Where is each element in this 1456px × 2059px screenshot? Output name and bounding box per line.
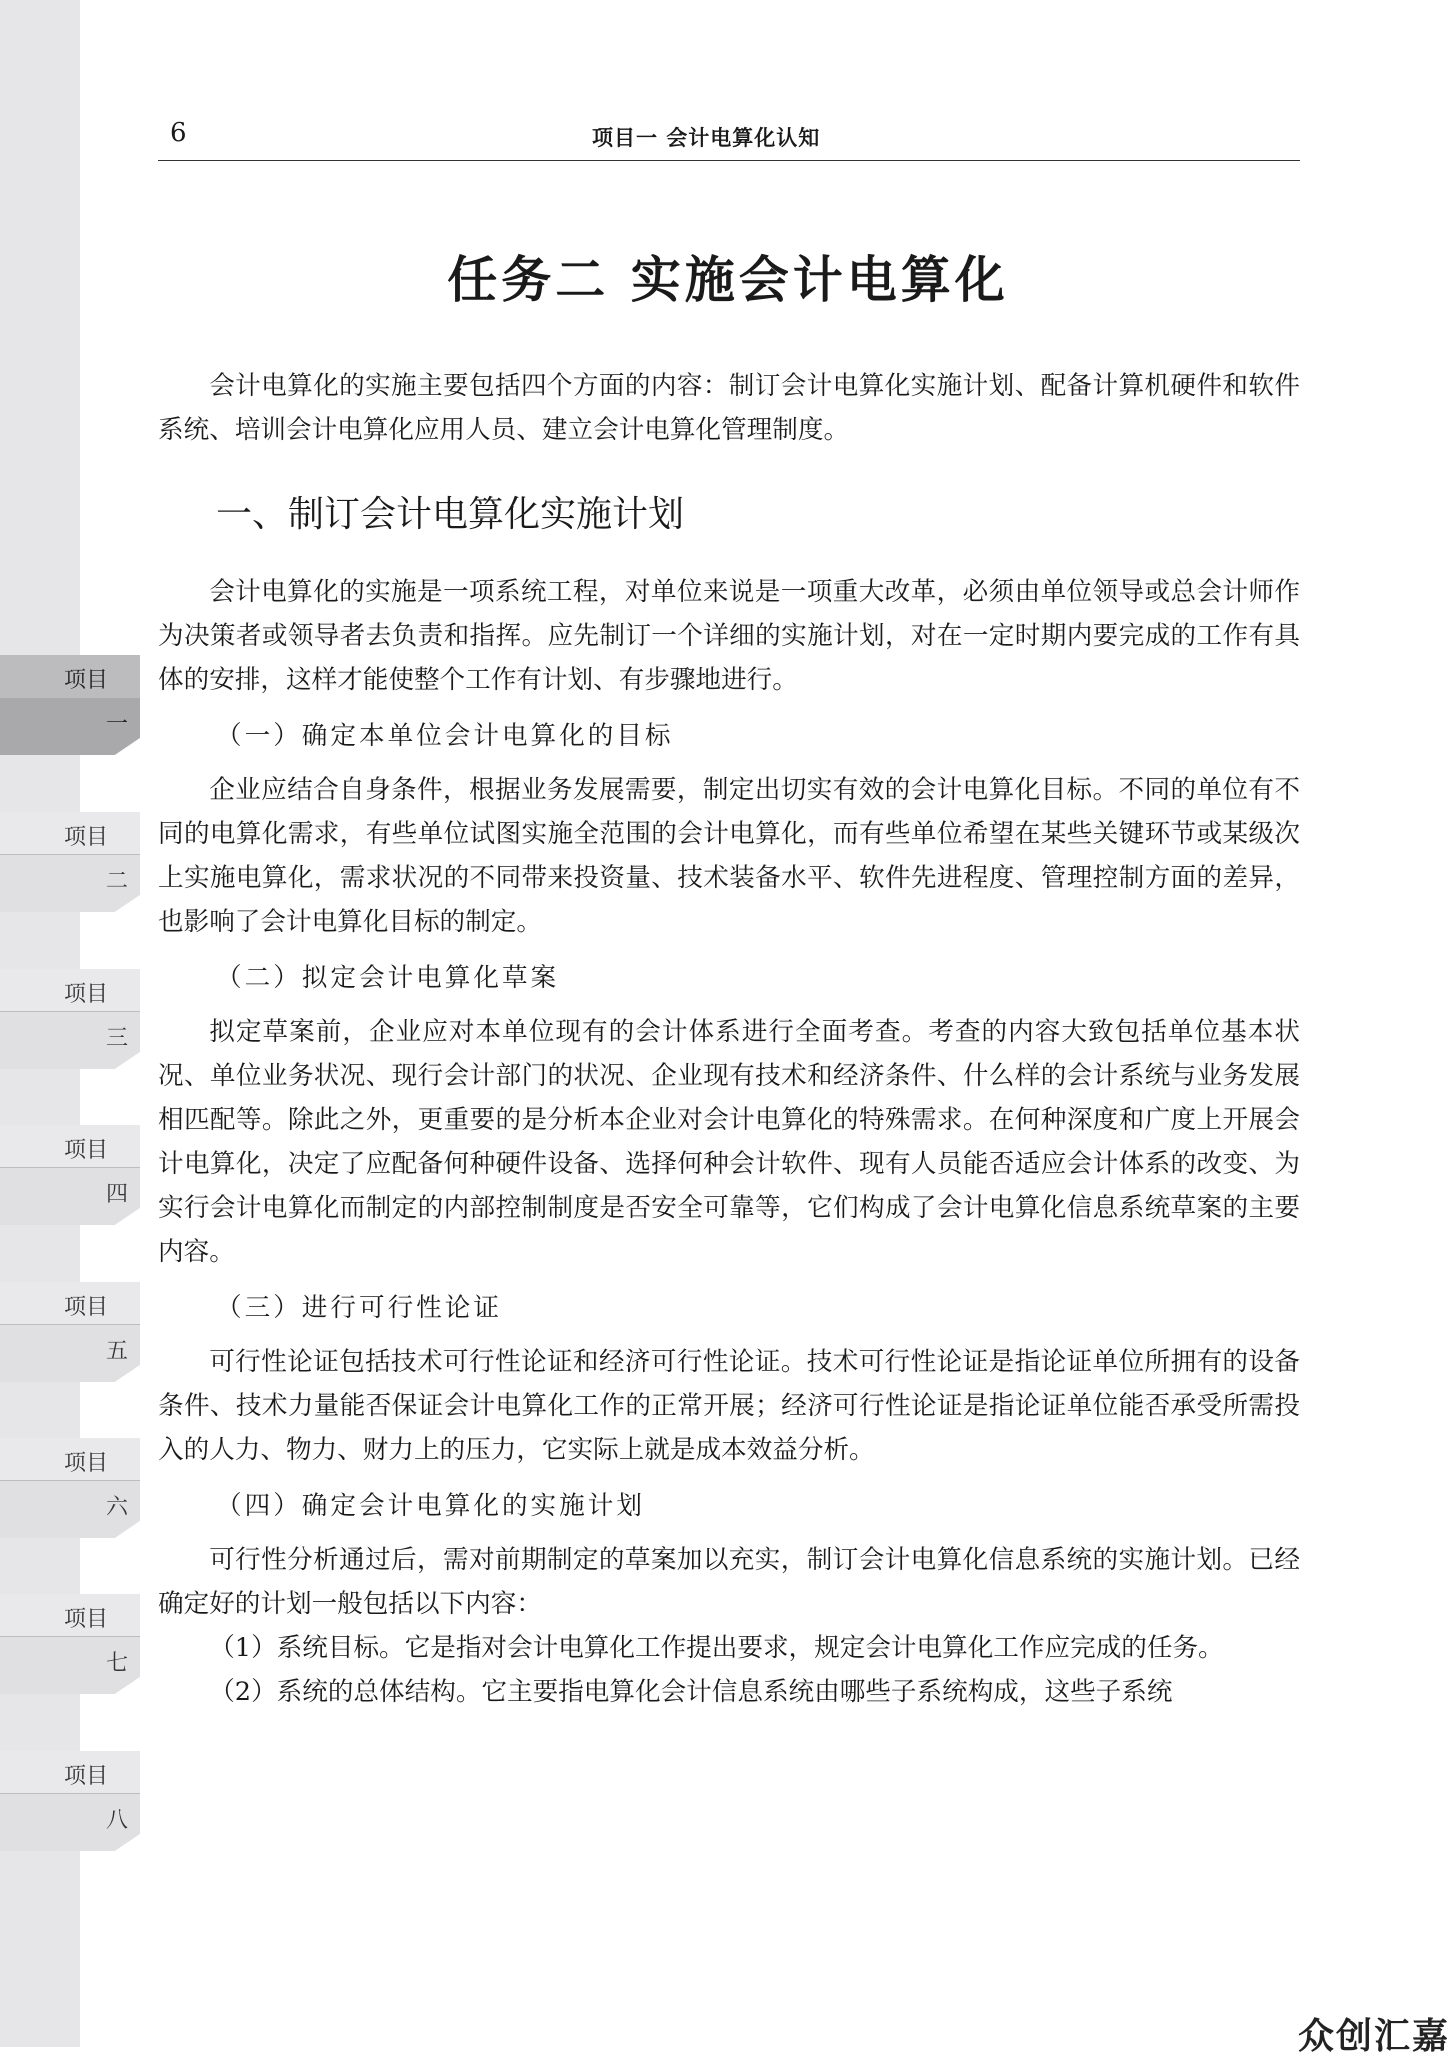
page-number: 6	[170, 118, 187, 148]
side-tab-number: 六	[105, 1495, 128, 1520]
sub1-heading: （一）确定本单位会计电算化的目标	[216, 721, 674, 751]
side-tab-label: 项目	[63, 1451, 108, 1476]
side-tab-label: 项目	[63, 1764, 108, 1789]
sub4-heading: （四）确定会计电算化的实施计划	[216, 1491, 645, 1521]
watermark-logo: 众创汇嘉	[1297, 2016, 1450, 2057]
main-content	[158, 364, 1300, 1714]
side-tab-label: 项目	[63, 1295, 108, 1320]
page-title: 任务二 实施会计电算化	[447, 250, 1009, 309]
side-tab-number: 五	[105, 1339, 128, 1364]
side-tab-number: 二	[105, 869, 128, 894]
side-tab-project-1	[0, 655, 140, 755]
side-tab-project-5	[0, 1282, 140, 1382]
side-tab-label: 项目	[63, 825, 108, 850]
side-tab-label: 项目	[63, 1607, 108, 1632]
side-tab-label: 项目	[63, 668, 108, 693]
side-tab-number: 七	[105, 1651, 128, 1676]
sub1-paragraph: 企业应结合自身条件，根据业务发展需要，制定出切实有效的会计电算化目标。不同的单位有不同的电算化需求，有些单位试图实施全范围的会计电算化，而有些单位希望在某些关键环节或某级次上实施电算化，需求状况的不同带来投资量、技术装备水平、软件先进程度、管理控制方面的差异，也影响了会计电算化目标的制定。	[158, 775, 1300, 937]
side-tab-number: 三	[105, 1026, 128, 1051]
sub2-paragraph: 拟定草案前，企业应对本单位现有的会计体系进行全面考查。考查的内容大致包括单位基本状况、单位业务状况、现行会计部门的状况、企业现有技术和经济条件、什么样的会计系统与业务发展相匹配等。除此之外，更重要的是分析本企业对会计电算化的特殊需求。在何种深度和广度上开展会计电算化，决定了应配备何种硬件设备、选择何种会计软件、现有人员能否适应会计体系的改变、为实行会计电算化而制定的内部控制制度是否安全可靠等，它们构成了会计电算化信息系统草案的主要内容。	[158, 1017, 1300, 1267]
side-tab-label: 项目	[63, 1138, 108, 1163]
side-tab-number: 四	[105, 1182, 128, 1207]
section1-paragraph: 会计电算化的实施是一项系统工程，对单位来说是一项重大改革，必须由单位领导或总会计师作为决策者或领导者去负责和指挥。应先制订一个详细的实施计划，对在一定时期内要完成的工作有具体的安排，这样才能使整个工作有计划、有步骤地进行。	[158, 577, 1300, 695]
running-head: 项目一 会计电算化认知	[592, 126, 821, 150]
side-tab-project-6	[0, 1438, 140, 1538]
side-tab-project-3	[0, 969, 140, 1069]
side-tab-project-2	[0, 812, 140, 912]
list-item-1: （1）系统目标。它是指对会计电算化工作提出要求，规定会计电算化工作应完成的任务。	[209, 1633, 1224, 1663]
sub3-paragraph: 可行性论证包括技术可行性论证和经济可行性论证。技术可行性论证是指论证单位所拥有的设备条件、技术力量能否保证会计电算化工作的正常开展；经济可行性论证是指论证单位能否承受所需投入的人力、物力、财力上的压力，它实际上就是成本效益分析。	[158, 1347, 1300, 1465]
side-tab-project-7	[0, 1594, 140, 1694]
side-tab-label: 项目	[63, 982, 108, 1007]
sub2-heading: （二）拟定会计电算化草案	[216, 963, 560, 993]
sub3-heading: （三）进行可行性论证	[216, 1293, 502, 1323]
sub4-paragraph: 可行性分析通过后，需对前期制定的草案加以充实，制订会计电算化信息系统的实施计划。已经确定好的计划一般包括以下内容：	[158, 1545, 1300, 1619]
side-tab-project-8	[0, 1751, 140, 1851]
section1-heading: 一、制订会计电算化实施计划	[216, 494, 685, 535]
side-tab-number: 八	[105, 1808, 128, 1833]
side-tab-number: 一	[105, 712, 128, 737]
list-item-2: （2）系统的总体结构。它主要指电算化会计信息系统由哪些子系统构成，这些子系统	[209, 1677, 1173, 1707]
page-header	[158, 118, 1300, 161]
intro-paragraph: 会计电算化的实施主要包括四个方面的内容：制订会计电算化实施计划、配备计算机硬件和软件系统、培训会计电算化应用人员、建立会计电算化管理制度。	[158, 371, 1300, 445]
side-tab-project-4	[0, 1125, 140, 1225]
